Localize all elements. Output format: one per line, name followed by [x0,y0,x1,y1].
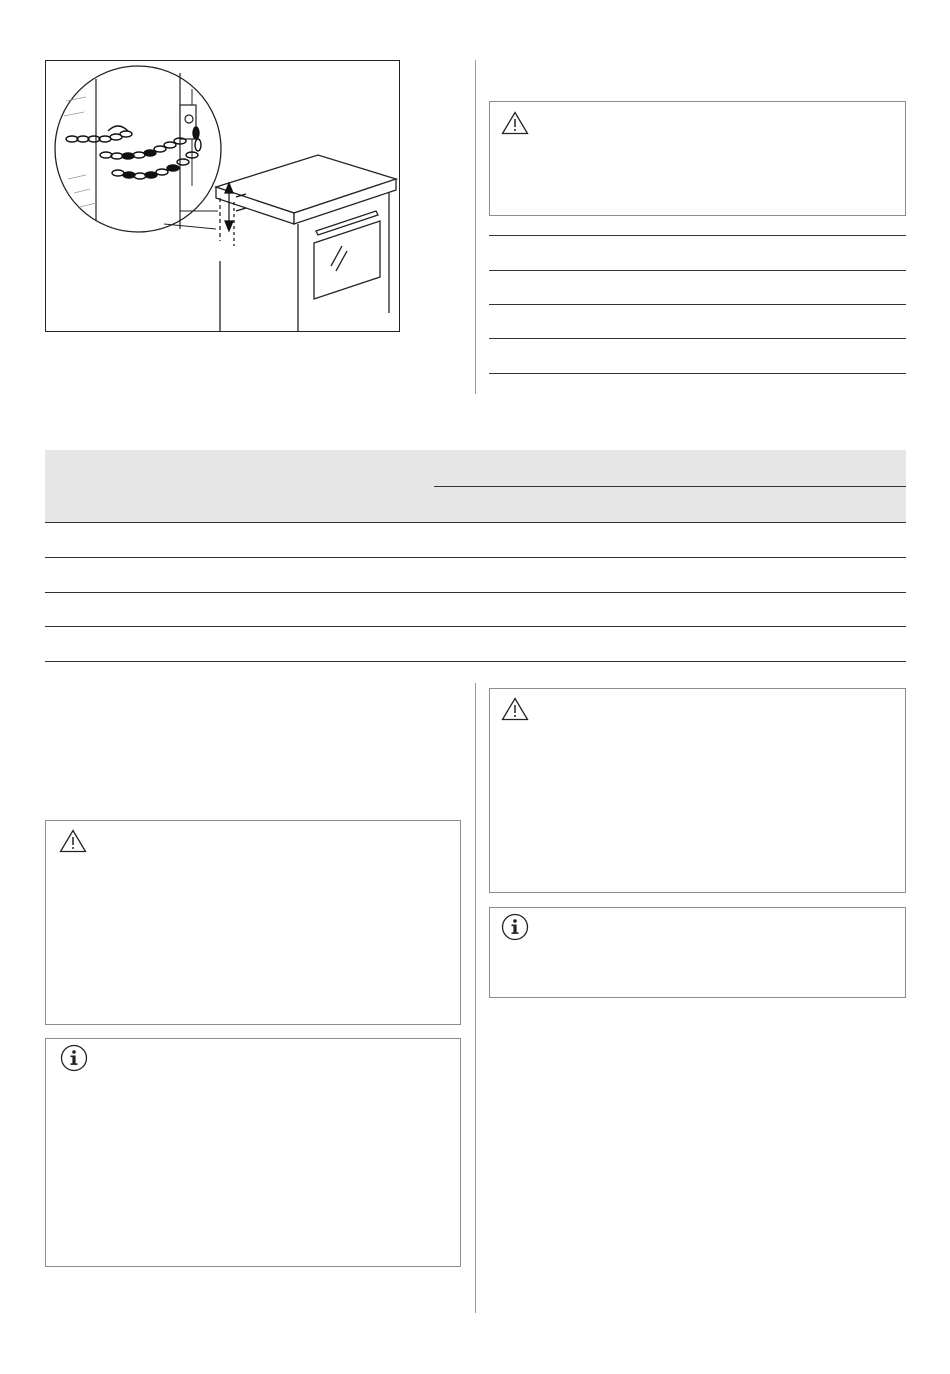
cooker-icon [216,155,396,331]
column-divider [475,683,476,1313]
table-rule [489,235,906,236]
column-divider [475,60,476,394]
table-rule [489,270,906,271]
info-box [489,907,906,998]
table-rule [45,557,906,558]
table-rule [489,338,906,339]
table-rule [45,592,906,593]
table-rule [45,626,906,627]
table-rule [45,522,906,523]
warning-box [489,688,906,893]
warning-box [45,820,461,1025]
info-box [45,1038,461,1267]
info-circle-icon [60,1044,88,1072]
warning-triangle-icon [501,697,529,721]
warning-box [489,101,906,216]
table-header-subrule [434,486,906,487]
warning-triangle-icon [501,111,529,135]
installation-figure [45,60,400,332]
table-rule [489,373,906,374]
info-circle-icon [501,913,529,941]
warning-triangle-icon [59,829,87,853]
table-rule [489,304,906,305]
cooker-anti-tilt-chain-illustration [46,61,399,331]
table-rule [45,661,906,662]
